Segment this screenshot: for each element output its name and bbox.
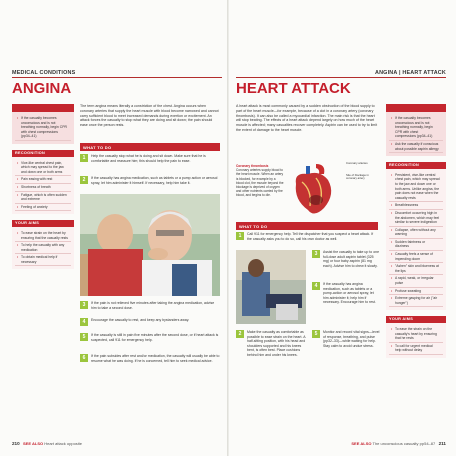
step-3 [80, 301, 220, 310]
label-arteries: Coronary arteries [346, 161, 368, 165]
caution-box [12, 112, 74, 144]
see-also-link[interactable]: Heart attack opposite [44, 441, 83, 446]
step-number: 3 [312, 250, 320, 258]
page-footer [12, 441, 82, 446]
step-5 [312, 330, 380, 348]
step-number: 2 [80, 176, 88, 184]
recognition-item: • Pain easing with rest [15, 176, 71, 184]
coronary-text: Coronary arteries supply blood to the heart muscle. When an artery is blocked, for example by a blood clot, the muscle beyond the blockage is deprived of oxygen and other nutrients carried by the blood, and begins to die. [236, 168, 284, 198]
step-text: Monitor and record vital signs—level of response, breathing, and pulse (pp32–33)—while waiting for help. Stay calm to avoid undue stress. [323, 330, 380, 348]
recognition-item: • Discomfort occurring high in the abdomen, which may feel similar to severe indigestion [389, 210, 443, 227]
recognition-item: • "Ashen" skin and blueness at the lips [389, 263, 443, 275]
what-to-do-heading: WHAT TO DO [80, 143, 220, 151]
intro-text: A heart attack is most commonly caused by a sudden obstruction of the blood supply to part of the heart muscle—for example, because of a clot in a coronary artery (coronary thrombosis). It can also be called a myocardial infarction. The main risk is that the heart will stop beating. The effects of a heart attack depend largely on how much of the heart muscle is affected; many casualties recover completely. Aspirin can be used to try to limit the extent of damage to the heart muscle. [236, 104, 378, 132]
page-footer [351, 441, 446, 446]
section-rule [12, 77, 222, 78]
aims-box [386, 323, 446, 358]
step-number: 2 [236, 330, 244, 338]
sidebar [12, 104, 74, 269]
recognition-heading: RECOGNITION [12, 150, 74, 157]
step-number: 4 [80, 318, 88, 326]
see-also-label: SEE ALSO [351, 441, 372, 446]
page-heart-attack [228, 0, 456, 456]
step-5 [80, 333, 220, 342]
step-2 [236, 330, 308, 357]
heart-illustration [286, 160, 342, 222]
step-number: 1 [80, 154, 88, 162]
aims-item: • To obtain medical help if necessary [15, 254, 71, 266]
step-text: If the pain is not relieved five minutes after taking the angina medication, advise him to take a second dose. [91, 301, 215, 310]
recognition-item: • Sudden faintness or dizziness [389, 239, 443, 251]
recognition-item: • Casualty feels a sense of impending doom [389, 251, 443, 263]
casualty-photo [80, 194, 220, 296]
recognition-item: • Feeling of anxiety [15, 204, 71, 212]
aims-heading: YOUR AIMS [12, 220, 74, 227]
step-1 [80, 154, 220, 163]
step-1 [236, 232, 378, 241]
step-number: 1 [236, 232, 244, 240]
sidebar [386, 104, 446, 358]
step-4 [312, 282, 380, 305]
recognition-box [386, 169, 446, 311]
step-4 [80, 318, 220, 323]
caution-box [386, 112, 446, 156]
what-to-do-heading: WHAT TO DO [236, 222, 378, 230]
caution-item: • If the casualty becomes unconscious and is not breathing normally, begin CPR with chest compressions (pp34–41) [15, 115, 71, 141]
step-number: 6 [80, 354, 88, 362]
recognition-item: • Persistent, vise-like central chest pain, which may spread to the jaw and down one or both arms. Unlike angina, the pain does not ease when the casualty rests [389, 172, 443, 203]
step-text: If the casualty has angina medication, such as tablets or a pump action or aerosol spray, let him administer it himself. If necessary, help him take it. [91, 176, 218, 185]
aims-item: • To call for urgent medical help without delay [389, 343, 443, 355]
recognition-item: • Shortness of breath [15, 184, 71, 192]
step-number: 5 [312, 330, 320, 338]
aims-item: • To ease strain on the heart by ensuring that the casualty rests [15, 230, 71, 242]
step-text: Help the casualty stop what he is doing and sit down. Make sure that he is comfortable and reassure him; this should help the pain to ease. [91, 154, 206, 163]
caution-item: • If the casualty becomes unconscious and is not breathing normally, begin CPR with chest compressions (pp34–41) [389, 115, 443, 141]
page-title: ANGINA [12, 80, 72, 97]
page-number: 210 [12, 441, 20, 446]
recognition-item: • Extreme gasping for air ("air hunger") [389, 295, 443, 307]
aims-box [12, 227, 74, 270]
lying-casualty-photo [236, 250, 306, 324]
recognition-item: • Breathlessness [389, 202, 443, 210]
aims-item: • To help the casualty with any medication [15, 242, 71, 254]
recognition-item: • Collapse, often without any warning [389, 227, 443, 239]
step-number: 4 [312, 282, 320, 290]
recognition-item: • A rapid, weak, or irregular pulse [389, 275, 443, 287]
step-text: Make the casualty as comfortable as possible to ease strain on the heart. A half-sitting position, with his head and shoulders supported and his knees bent, is often best. Place cushions behind him and under his knees. [247, 330, 306, 357]
coronary-heading: Coronary thrombosis [236, 164, 269, 168]
see-also-label: SEE ALSO [23, 441, 44, 446]
section-heading: MEDICAL CONDITIONS [12, 70, 76, 76]
aims-heading: YOUR AIMS [386, 316, 446, 323]
recognition-item: • Fatigue, which is often sudden and extreme [15, 192, 71, 204]
intro-text: The term angina means literally a constriction of the chest. Angina occurs when coronary arteries that supply the heart muscle with blood become narrowed and cannot carry sufficient blood to meet increased demands during exertion or excitement. An attack forces the casualty to stop what they are doing and sit down; the pain should ease once the person rests. [80, 104, 219, 128]
step-text: Call 911 for emergency help. Tell the dispatcher that you suspect a heart attack. If the casualty asks you to do so, call his own doctor as well. [247, 232, 374, 241]
page-number: 211 [438, 441, 446, 446]
step-3 [312, 250, 380, 268]
step-text: Encourage the casualty to rest, and keep any bystanders away. [91, 318, 190, 322]
step-text: If the casualty has angina medication, such as tablets or a pump-action or aerosol spray, let him administer it; help him if necessary. Encourage him to rest. [323, 282, 376, 304]
step-2 [80, 176, 220, 185]
recognition-item: • Vice-like central chest pain, which may spread to the jaw and down one or both arms [15, 160, 71, 177]
step-text: Assist the casualty to take up to one full-dose adult aspirin tablet (325 mg) or four baby aspirin (81 mg each). Advise him to chew it slowly. [323, 250, 380, 268]
recognition-box [12, 157, 74, 215]
caution-bar [12, 104, 74, 112]
section-heading: ANGINA | HEART ATTACK [375, 70, 446, 76]
see-also-link[interactable]: The unconscious casualty pp54–87 [372, 441, 436, 446]
step-text: If the pain subsides after rest and/or medication, the casualty will usually be able to resume what he was doing. If he is concerned, tell him to seek medical advice. [91, 354, 220, 363]
aims-item: • To ease the strain on the casualty's heart by ensuring that he rests [389, 326, 443, 343]
caution-bar [386, 104, 446, 112]
recognition-heading: RECOGNITION [386, 162, 446, 169]
step-text: If the casualty is still in pain five minutes after the second dose, or if heart attack is suspected, call 911 for emergency help. [91, 333, 219, 342]
page-title: HEART ATTACK [236, 80, 351, 97]
coronary-caption [236, 164, 284, 198]
recognition-item: • Profuse sweating [389, 288, 443, 296]
step-number: 3 [80, 301, 88, 309]
section-rule [236, 77, 446, 78]
step-6 [80, 354, 220, 363]
caution-item: • Ask the casualty if conscious about possible aspirin allergy [389, 141, 443, 153]
step-number: 5 [80, 333, 88, 341]
label-blockage: Site of blockage in coronary artery [346, 173, 369, 181]
